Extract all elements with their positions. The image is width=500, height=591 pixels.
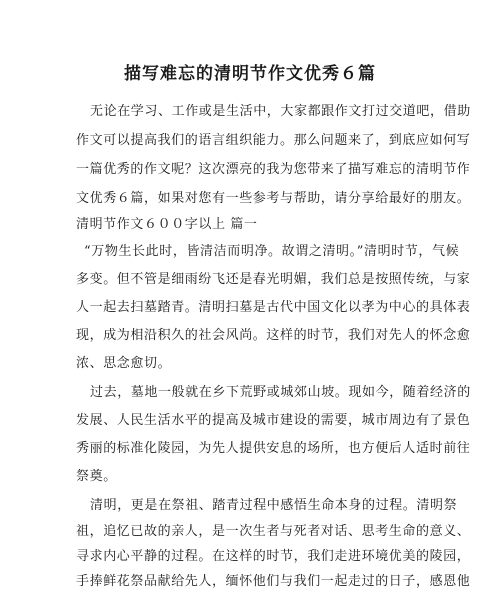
body-line: 过去，墓地一般就在乡下荒野或城郊山坡。现如今，随着经济的	[90, 385, 471, 400]
body-line: 无论在学习、工作或是生活中，大家都跟作文打过交道吧，借助	[90, 104, 471, 119]
body-line: 祖，追忆已故的亲人，是一次生者与死者对话、思考生命的意义、	[76, 524, 471, 539]
body-line: 一篇优秀的作文呢？这次漂亮的我为您带来了描写难忘的清明节作	[76, 162, 471, 177]
body-line: “万物生长此时，皆清洁而明净。故谓之清明。”清明时节，气候	[84, 244, 460, 259]
body-line: 祭奠。	[76, 469, 117, 484]
body-line: 浓、思念愈切。	[76, 356, 172, 371]
article-title: 描写难忘的清明节作文优秀６篇	[124, 64, 376, 84]
body-line: 文优秀６篇，如果对您有一些参考与帮助，请分享给最好的朋友。	[76, 191, 471, 206]
body-line: 手捧鲜花祭品献给先人，缅怀他们与我们一起走过的日子，感恩他	[76, 574, 471, 589]
section-heading: 清明节作文６００字以上 篇一	[76, 217, 258, 232]
body-line: 多变。但不管是细雨纷飞还是春光明媚，我们总是按照传统，与家	[76, 272, 471, 287]
body-line: 现，成为相沿积久的社会风尚。这样的时节，我们对先人的怀念愈	[76, 328, 471, 343]
body-line: 清明，更是在祭祖、踏青过程中感悟生命本身的过程。清明祭	[90, 498, 458, 513]
body-line: 发展、人民生活水平的提高及城市建设的需要，城市周边有了景色	[76, 413, 471, 428]
body-line: 作文可以提高我们的语言组织能力。那么问题来了，到底应如何写	[76, 133, 471, 148]
body-line: 寻求内心平静的过程。在这样的时节，我们走进环境优美的陵园，	[76, 549, 471, 564]
body-line: 人一起去扫墓踏青。清明扫墓是古代中国文化以孝为中心的具体表	[76, 300, 471, 315]
body-line: 秀丽的标准化陵园，为先人提供安息的场所，也方便后人适时前往	[76, 441, 471, 456]
